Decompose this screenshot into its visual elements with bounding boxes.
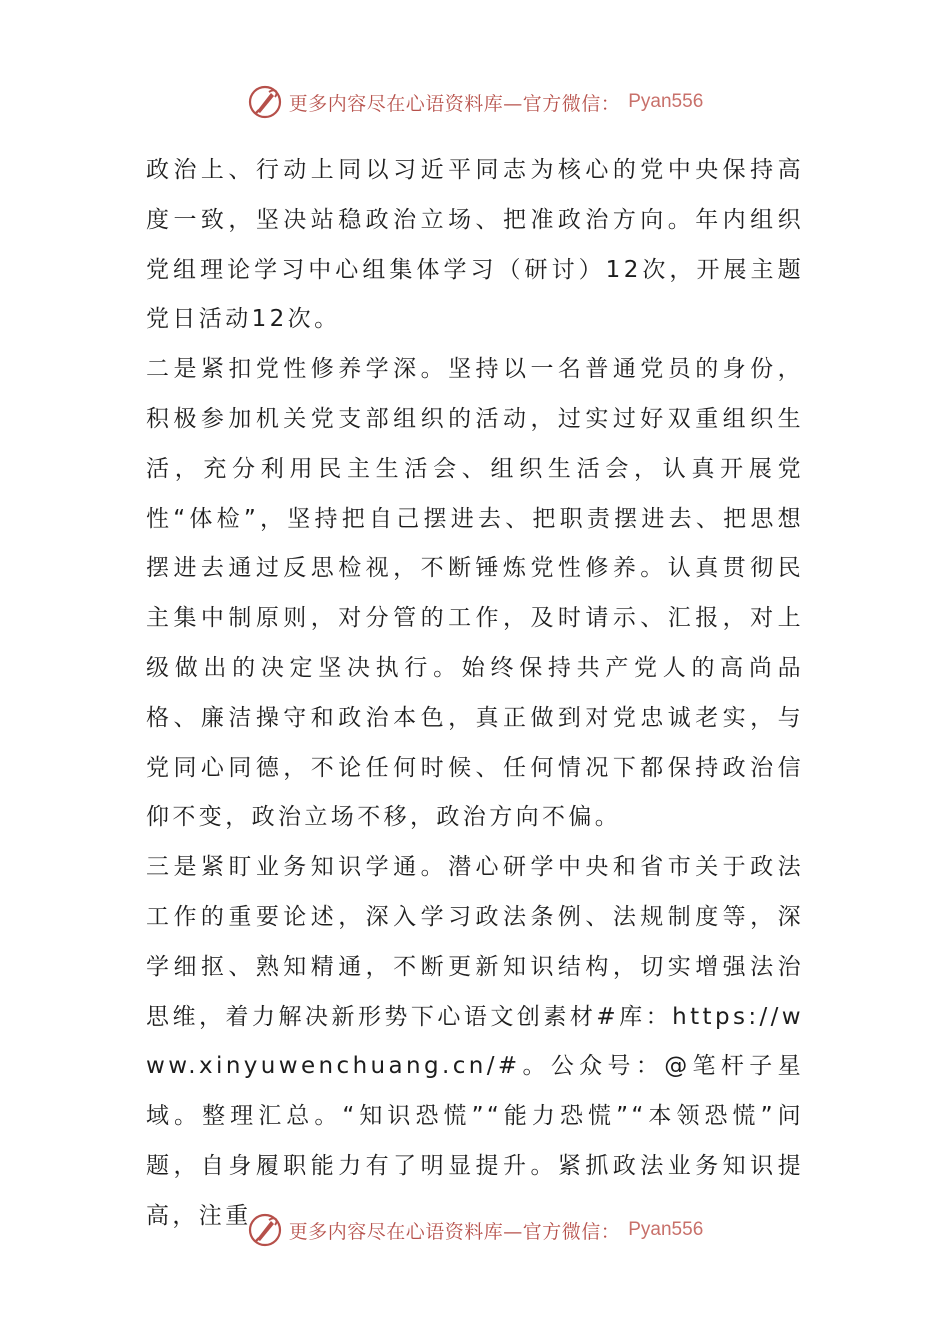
paragraph: 二是紧扣党性修养学深。坚持以一名普通党员的身份，积极参加机关党支部组织的活动，过实过好双重组织生活，充分利用民主生活会、组织生活会，认真开展党性“体检”，坚持把自己摆进去、把职责摆进去、把思想摆进去通过反思检视，不断锤炼党性修养。认真贯彻民主集中制原则，对分管的工作，及时请示、汇报，对上级做出的决定坚决执行。始终保持共产党人的高尚品格、廉洁操守和政治本色，真正做到对党忠诚老实，与党同心同德，不论任何时候、任何情况下都保持政治信仰不变，政治立场不移，政治方向不偏。 <box>146 356 804 831</box>
quill-pen-logo-icon <box>247 1212 283 1248</box>
banner-promo-text: 更多内容尽在心语资料库—官方微信： <box>288 1220 621 1243</box>
banner-wechat-id: Pyan556 <box>628 91 704 112</box>
paragraph: 政治上、行动上同以习近平同志为核心的党中央保持高度一致，坚决站稳政治立场、把准政治方向。年内组织党组理论学习中心组集体学习（研讨）12次，开展主题党日活动12次。 <box>146 157 804 333</box>
footer-banner <box>0 1210 950 1250</box>
quill-pen-logo-icon <box>247 84 283 120</box>
paragraph: 三是紧盯业务知识学通。潜心研学中央和省市关于政法工作的重要论述，深入学习政法条例、法规制度等，深学细抠、熟知精通，不断更新知识结构，切实增强法治思维，着力解决新形势下心语文创素材#库：https://www.xinyuwenchuang.cn/#。公众号：@笔杆子星域。整理汇总。“知识恐慌”“能力恐慌”“本领恐慌”问题，自身履职能力有了明显提升。紧抓政法业务知识提高，注重 <box>146 854 804 1229</box>
banner-wechat-id: Pyan556 <box>628 1219 704 1240</box>
document-body <box>146 146 804 1242</box>
banner-promo-text: 更多内容尽在心语资料库—官方微信： <box>288 92 621 115</box>
header-banner <box>0 82 950 122</box>
